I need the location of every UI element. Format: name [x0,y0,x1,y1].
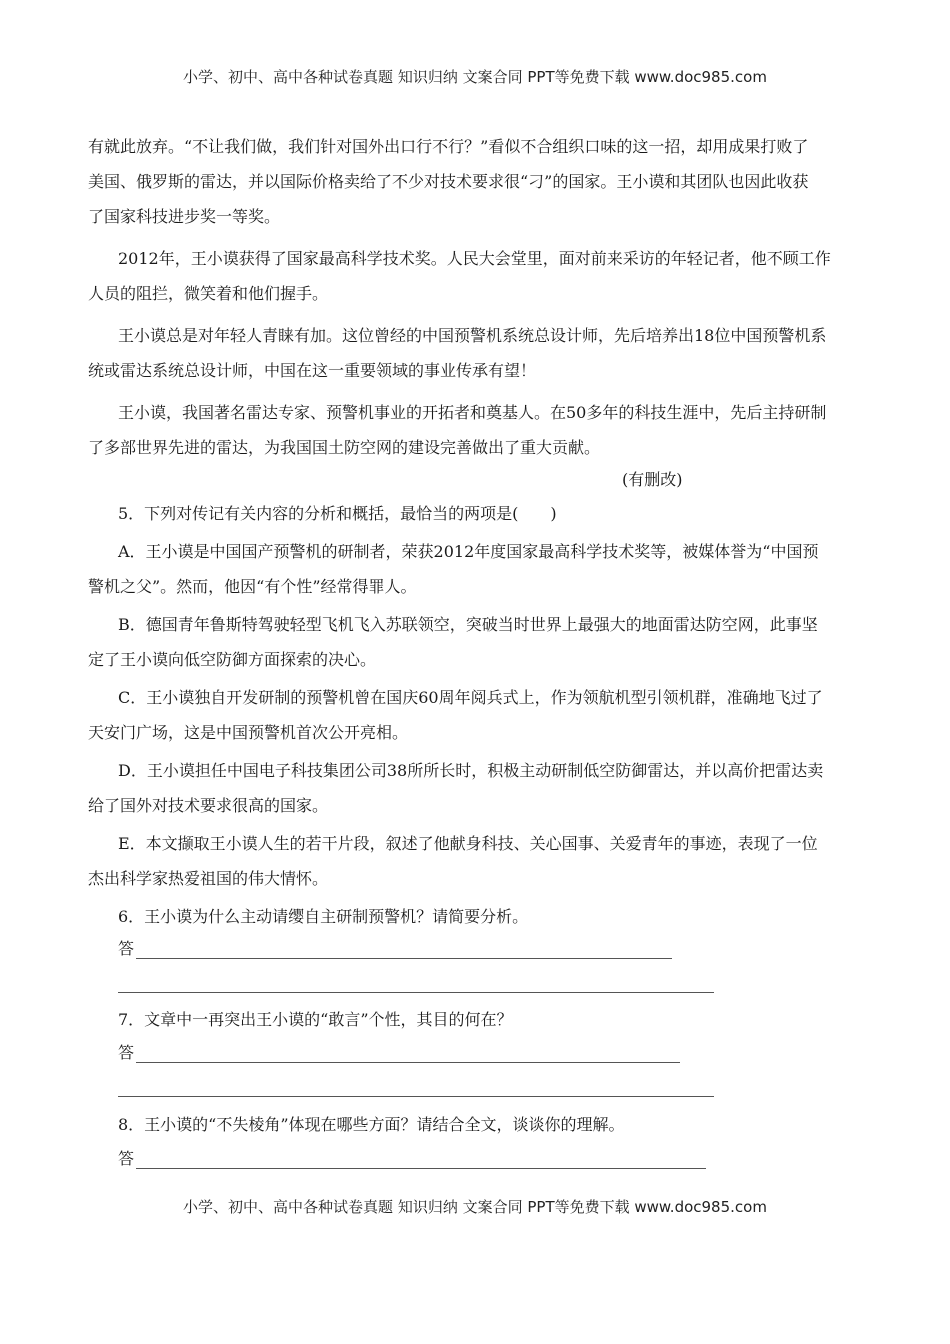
answer-line-8a[interactable] [136,1168,706,1169]
answer-line-6a[interactable] [136,958,672,959]
option-d-cont: 给了国外对技术要求很高的国家。 [88,796,329,815]
page-footer: 小学、初中、高中各种试卷真题 知识归纳 文案合同 PPT等免费下载 www.doc985.com [183,1198,767,1216]
source-note: (有删改) [622,470,683,489]
passage-line: 人员的阻拦，微笑着和他们握手。 [88,284,329,303]
answer-line-7b[interactable] [118,1096,714,1097]
answer-label-7: 答 [118,1043,135,1062]
option-d: D．王小谟担任中国电子科技集团公司38所所长时，积极主动研制低空防御雷达，并以高价把雷达卖 [118,761,824,780]
passage-line: 王小谟总是对年轻人青睐有加。这位曾经的中国预警机系统总设计师，先后培养出18位中国预警机系 [118,326,827,345]
question-6-stem: 6．王小谟为什么主动请缨自主研制预警机？请简要分析。 [118,907,529,926]
option-c-cont: 天安门广场，这是中国预警机首次公开亮相。 [88,723,409,742]
answer-label-8: 答 [118,1149,135,1168]
option-e-cont: 杰出科学家热爱祖国的伟大情怀。 [88,869,329,888]
passage-line: 统或雷达系统总设计师，中国在这一重要领域的事业传承有望！ [88,361,537,380]
option-e: E．本文撷取王小谟人生的若干片段，叙述了他献身科技、关心国事、关爱青年的事迹，表现了一位 [118,834,818,853]
passage-line: 美国、俄罗斯的雷达，并以国际价格卖给了不少对技术要求很“刁”的国家。王小谟和其团队也因此收获 [88,172,809,191]
question-7-stem: 7．文章中一再突出王小谟的“敢言”个性，其目的何在？ [118,1010,513,1029]
option-a: A．王小谟是中国国产预警机的研制者，荣获2012年度国家最高科学技术奖等，被媒体誉为“中国预 [118,542,819,561]
question-8-stem: 8．王小谟的“不失棱角”体现在哪些方面？请结合全文，谈谈你的理解。 [118,1115,625,1134]
question-5-stem: 5．下列对传记有关内容的分析和概括，最恰当的两项是( ) [118,504,557,523]
passage-line: 了多部世界先进的雷达，为我国国土防空网的建设完善做出了重大贡献。 [88,438,601,457]
answer-label-6: 答 [118,939,135,958]
passage-line: 2012年，王小谟获得了国家最高科学技术奖。人民大会堂里，面对前来采访的年轻记者，他不顾工作 [118,249,831,268]
answer-line-6b[interactable] [118,992,714,993]
passage-line: 有就此放弃。“不让我们做，我们针对国外出口行不行？”看似不合组织口味的这一招，却用成果打败了 [88,137,809,156]
option-b: B．德国青年鲁斯特驾驶轻型飞机飞入苏联领空，突破当时世界上最强大的地面雷达防空网，此事坚 [118,615,818,634]
passage-line: 王小谟，我国著名雷达专家、预警机事业的开拓者和奠基人。在50多年的科技生涯中，先后主持研制 [118,403,827,422]
page-header: 小学、初中、高中各种试卷真题 知识归纳 文案合同 PPT等免费下载 www.doc985.com [183,68,767,86]
option-a-cont: 警机之父”。然而，他因“有个性”经常得罪人。 [88,577,417,596]
option-c: C．王小谟独自开发研制的预警机曾在国庆60周年阅兵式上，作为领航机型引领机群，准确地飞过了 [118,688,823,707]
passage-line: 了国家科技进步奖一等奖。 [88,207,281,226]
answer-line-7a[interactable] [136,1062,680,1063]
option-b-cont: 定了王小谟向低空防御方面探索的决心。 [88,650,377,669]
